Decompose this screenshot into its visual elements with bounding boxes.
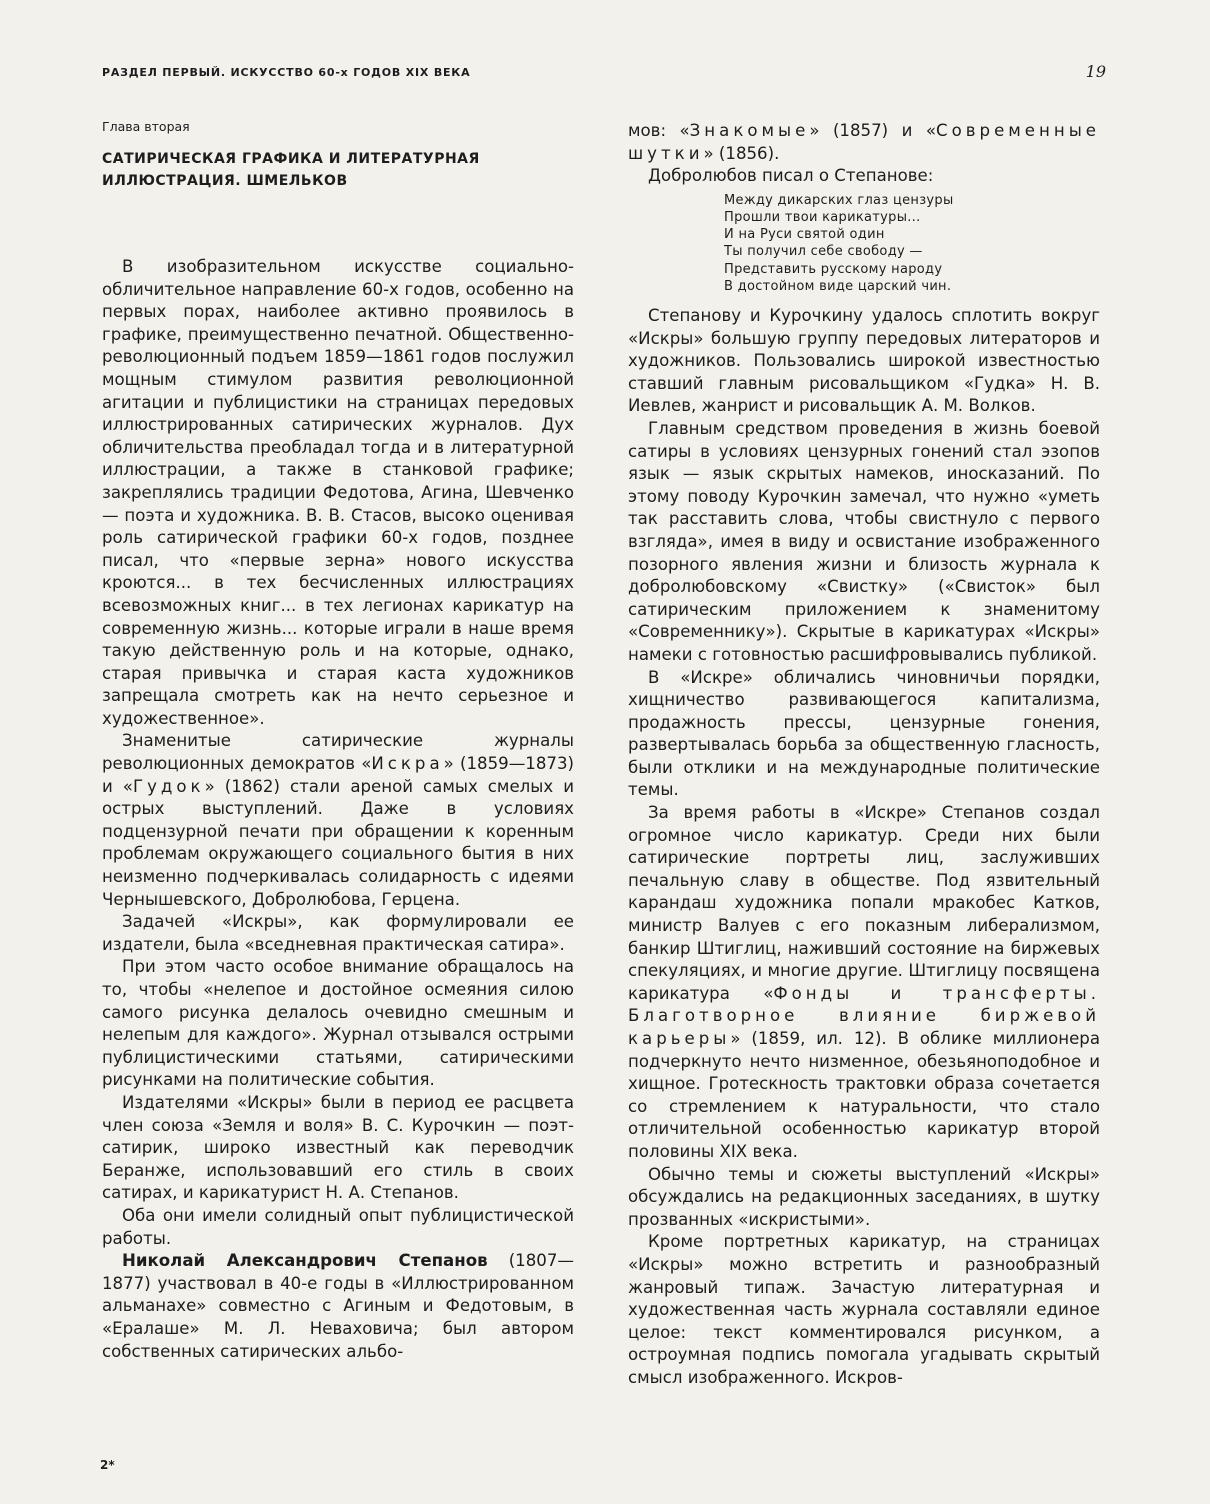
left-column [102,120,574,1363]
paragraph [102,730,574,911]
paragraph: В «Искре» обличались чиновничьи порядки, хищничество развивающегося капитализма, продажность прессы, цензурные гонения, развертывалась борьба за общественную гласность, были отклики и на международные политические темы. [628,667,1100,800]
paragraph: При этом часто особое внимание обращалось на то, чтобы «нелепое и достойное осмеяния силою самого рисунка делалось очевидно смешным и нелепым для каждого». Журнал отзывался острыми публицистическими статьями, сатирическими рисунками на политические события. [102,957,574,1090]
verse-line: Между дикарских глаз цензуры [724,192,954,208]
verse-line: Представить русскому народу [724,261,943,277]
paragraph: Главным средством проведения в жизнь боевой сатиры в условиях цензурных гонений стал эзопов язык — язык скрытых намеков, иносказаний. По этому поводу Курочкин замечал, что нужно «уметь так расставить слова, чтобы свистнуло с первого взгляда», имея в виду и освистание изображенного позорного явления жизни и близость журнала к добролюбовскому «Свистку» («Свисток» был сатирическим приложением к знаменитому «Современнику»). Скрытые в карикатурах «Искры» намеки с готовностью расшифровывались публикой. [628,418,1100,664]
verse-line: И на Руси святой один [724,227,885,243]
album-title-sovremennye: Современные шутки [628,121,1101,163]
paragraph: В изобразительном искусстве социально-обличительное направление 60-х годов, особенно на первых порах, наиболее активно проявилось в графике, преимущественно печатной. Общественно-революционный подъем 1859—1861 годов послужил мощным стимулом развития революционной агитации и публицистики на страницах передовых иллюстрированных сатирических журналов. Дух обличительства преобладал тогда и в литературной иллюстрации, а также в станковой графике; закреплялись традиции Федотова, Агина, Шевченко — поэта и художника. В. В. Стасов, высоко оценивая роль сатирической графики 60-х годов, позднее писал, что «первые зерна» нового искусства кроются... в тех бесчисленных иллюстрациях всевозможных книг... в тех легионах карикатур на современную жизнь... которые играли в наше время такую действенную роль и на которые, однако, старая привычка и старая каста художников запрещала смотреть как на нечто серьезное и художественное». [102,257,574,728]
paragraph: Добролюбов писал о Степанове: [648,166,934,186]
paragraph: Обычно темы и сюжеты выступлений «Искры» обсуждались на редакционных заседаниях, в шутку прозванных «искристыми». [628,1164,1100,1229]
caricature-title: Фонды и трансферты. Благотворное влияние биржевой карьеры [628,983,1100,1048]
journal-title-gudok: Гудок [132,776,205,796]
chapter-title: САТИРИЧЕСКАЯ ГРАФИКА И ЛИТЕРАТУРНАЯ ИЛЛЮСТРАЦИЯ. ШМЕЛЬКОВ [102,151,480,189]
paragraph: Кроме портретных карикатур, на страницах «Искры» можно встретить и разнообразный жанровый типаж. Зачастую литературная и художественная часть журнала составляли единое целое: текст комментировался рисунком, а остроумная подпись помогала угадывать скрытый смысл изображенного. Искров- [628,1232,1100,1387]
verse-quote [724,192,1100,295]
artist-name: Николай Александрович Степанов [122,1251,488,1271]
paragraph: Издателями «Искры» были в период ее расцвета член союза «Земля и воля» В. С. Курочкин — поэт-сатирик, широко известный как переводчик Беранже, использовавший его стиль в своих сатирах, и карикатурист Н. А. Степанов. [102,1092,574,1203]
text-run: » (1859—1873) и « [102,754,574,796]
paragraph: Задачей «Искры», как формулировали ее издатели, была «вседневная практическая сатира». [102,912,574,954]
paragraph: Оба они имели солидный опыт публицистической работы. [102,1205,574,1248]
paragraph [628,120,1100,165]
text-run: (1807—1877) участвовал в 40-е годы в «Иллюстрированном альманахе» совместно с Агиным и Федотовым, в «Ералаше» М. Л. Неваховича; был автором собственных сатирических альбо- [102,1251,575,1361]
text-run: За время работы в «Искре» Степанов создал огромное число карикатур. Среди них были сатирические портреты лиц, заслуживших печальную славу в обществе. Под язвительный карандаш художника попали мракобес Катков, министр Валуев с его показным либерализмом, банкир Штиглиц, наживший состояние на биржевых спекуляциях, и многие другие. Штиглицу посвящена карикатура « [628,803,1100,1003]
text-run: » (1856). [703,143,780,163]
paragraph [102,1250,574,1363]
verse-line: В достойном виде царский чин. [724,278,952,294]
chapter-label: Глава вторая [102,119,190,134]
paragraph [628,802,1100,1164]
text-run: Знаменитые сатирические журналы революционных демократов « [102,731,574,774]
text-run: » (1859, ил. 12). В облике миллионера подчеркнуто нечто низменное, обезьяноподобное и хищное. Гротескность трактовки образа сочетается со стремлением к натуральности, что стало отличительной особенностью карикатур второй половины XIX века. [628,1029,1100,1161]
text-run: мов: « [628,121,690,140]
right-column [628,120,1100,1390]
verse-line: Ты получил себе свободу — [724,244,923,260]
page-number: 19 [1085,62,1106,81]
text-run: » (1862) стали ареной самых смелых и острых выступлений. Даже в условиях подцензурной печати при обращении к коренным проблемам окружающего социального бытия в них неизменно подчеркивалась солидарность с идеями Чернышевского, Добролюбова, Герцена. [102,776,574,909]
paragraph: Степанову и Курочкину удалось сплотить вокруг «Искры» большую группу передовых литераторов и художников. Пользовались широкой известностью ставший главным рисовальщиком «Гудка» Н. В. Иевлев, жанрист и рисовальщик А. М. Волков. [628,306,1100,416]
signature-mark: 2* [100,1458,115,1472]
journal-title-iskra: Искра [371,754,444,774]
album-title-znakomye: Знакомые [689,121,810,140]
text-run: » (1857) и « [809,121,937,140]
verse-line: Прошли твои карикатуры... [724,209,921,225]
running-head: РАЗДЕЛ ПЕРВЫЙ. ИСКУССТВО 60-х ГОДОВ XIX ВЕКА [102,66,471,79]
